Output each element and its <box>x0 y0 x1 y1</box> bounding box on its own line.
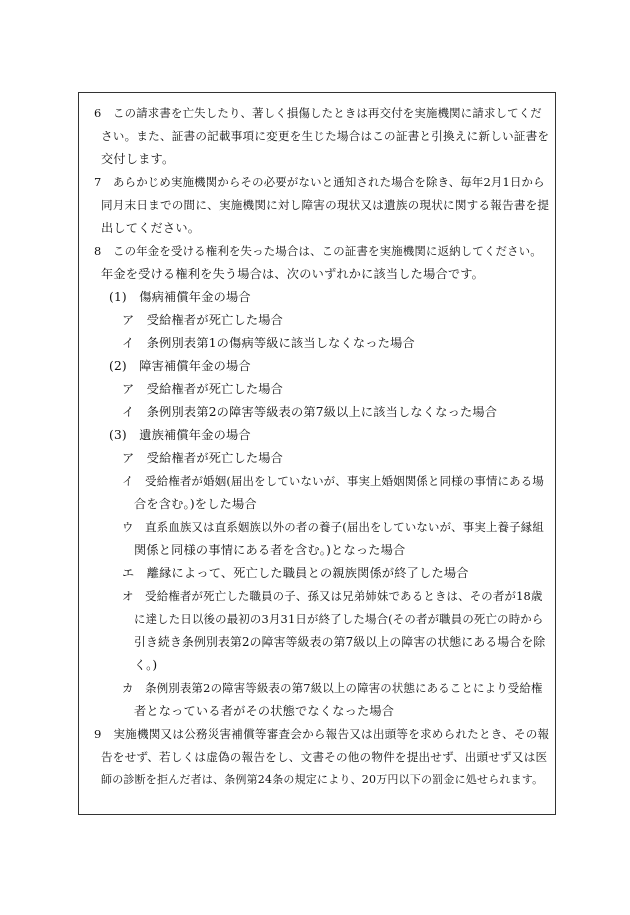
item-7-line-1: 7 あらかじめ実施機関からその必要がないと通知された場合を除き、毎年2月1日から <box>94 175 545 189</box>
subsection-1-item-i: イ 条例別表第1の傷病等級に該当しなくなった場合 <box>122 336 415 350</box>
subsection-3-item-ka-line-1: カ 条例別表第2の障害等級表の第7級以上の障害の状態にあることにより受給権 <box>122 681 543 695</box>
subsection-3-item-o-line-4: く。) <box>134 658 158 672</box>
subsection-3-item-a: ア 受給権者が死亡した場合 <box>122 451 284 465</box>
subsection-3-item-o-line-3: 引き続き条例別表第2の障害等級表の第7級以上の障害の状態にある場合を除 <box>134 635 546 649</box>
item-9-line-2: 告をせず、若しくは虚偽の報告をし、文書その他の物件を提出せず、出頭せず又は医 <box>101 750 548 764</box>
subsection-3-item-i-line-1: イ 受給権者が婚姻(届出をしていないが、事実上婚姻関係と同様の事情にある場 <box>122 474 544 488</box>
subsection-1-heading: (1) 傷病補償年金の場合 <box>109 290 251 304</box>
item-7-line-3: 出してください。 <box>101 221 201 235</box>
item-8-line-1: 8 この年金を受ける権利を失った場合は、この証書を実施機関に返納してください。 <box>94 244 542 258</box>
item-6-line-2: さい。また、証書の記載事項に変更を生じた場合はこの証書と引換えに新しい証書を <box>101 129 550 143</box>
item-6-line-1: 6 この請求書を亡失したり、著しく損傷したときは再交付を実施機関に請求してくだ <box>94 106 542 120</box>
subsection-3-item-i-line-2: 合を含む。)をした場合 <box>134 497 257 511</box>
subsection-1-item-a: ア 受給権者が死亡した場合 <box>122 313 284 327</box>
document-frame <box>78 92 556 815</box>
subsection-2-heading: (2) 障害補償年金の場合 <box>109 359 251 373</box>
subsection-3-item-o-line-1: オ 受給権者が死亡した職員の子、孫又は兄弟姉妹であるときは、その者が18歳 <box>122 589 543 603</box>
subsection-3-heading: (3) 遺族補償年金の場合 <box>109 428 251 442</box>
subsection-3-item-o-line-2: に達した日以後の最初の3月31日が終了した場合(その者が職員の死亡の時から <box>134 612 544 626</box>
item-6-line-3: 交付します。 <box>101 152 175 166</box>
subsection-3-item-u-line-1: ウ 直系血族又は直系姻族以外の者の養子(届出をしていないが、事実上養子縁組 <box>122 520 544 534</box>
item-9-line-3: 師の診断を拒んだ者は、条例第24条の規定により、20万円以下の罰金に処せられます。 <box>101 773 544 786</box>
item-8-line-2: 年金を受ける権利を失う場合は、次のいずれかに該当した場合です。 <box>101 267 485 281</box>
item-7-line-2: 同月末日までの間に、実施機関に対し障害の現状又は遺族の現状に関する報告書を提 <box>101 198 550 212</box>
subsection-3-item-u-line-2: 関係と同様の事情にある者を含む。)となった場合 <box>134 543 406 557</box>
subsection-3-item-ka-line-2: 者となっている者がその状態でなくなった場合 <box>134 704 395 718</box>
item-9-line-1: 9 実施機関又は公務災害補償等審査会から報告又は出頭等を求められたとき、その報 <box>94 727 550 741</box>
subsection-3-item-e: エ 離縁によって、死亡した職員との親族関係が終了した場合 <box>122 566 469 580</box>
subsection-2-item-a: ア 受給権者が死亡した場合 <box>122 382 284 396</box>
subsection-2-item-i: イ 条例別表第2の障害等級表の第7級以上に該当しなくなった場合 <box>122 405 498 419</box>
